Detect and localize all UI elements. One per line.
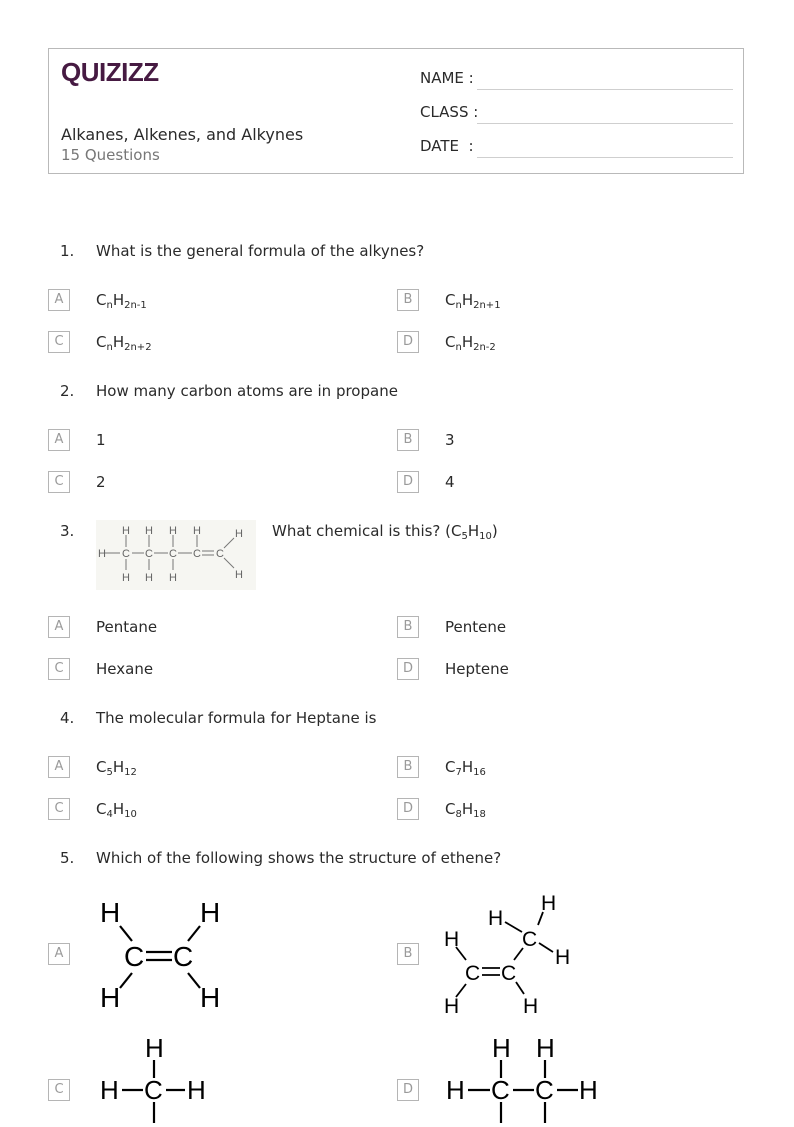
option-box-a[interactable]: A xyxy=(48,616,70,638)
option-box-d[interactable]: D xyxy=(397,471,419,493)
atom-label: H xyxy=(100,897,121,928)
worksheet-title: Alkanes, Alkenes, and Alkynes xyxy=(61,125,304,144)
option-text: $C_nH_{2n-1}$ xyxy=(96,291,147,311)
ethane-structure-image xyxy=(444,1032,604,1127)
option-text: 2 xyxy=(96,473,106,491)
atom-label: H xyxy=(579,1075,598,1105)
option-text: 4 xyxy=(445,473,455,491)
question-number: 3. xyxy=(60,522,75,540)
atom-label: H xyxy=(541,892,557,915)
atom-label: H xyxy=(555,946,571,969)
date-label: DATE : xyxy=(420,137,474,155)
atom-label: C xyxy=(216,548,224,560)
option-box-d[interactable]: D xyxy=(397,798,419,820)
option-box-c[interactable]: C xyxy=(48,1079,70,1101)
class-line[interactable] xyxy=(477,123,733,124)
atom-label: H xyxy=(446,1075,465,1105)
option-box-c[interactable]: C xyxy=(48,471,70,493)
question-text: What chemical is this? $(C_5H_{10})$ xyxy=(272,522,498,542)
atom-label: H xyxy=(122,525,130,537)
question-number: 2. xyxy=(60,382,75,400)
pentene-structure-image xyxy=(96,520,256,590)
option-box-b[interactable]: B xyxy=(397,289,419,311)
atom-label: C xyxy=(144,1075,163,1105)
atom-label: C xyxy=(491,1075,510,1105)
atom-label: C xyxy=(122,548,130,560)
atom-label: H xyxy=(444,995,460,1018)
name-line[interactable] xyxy=(477,89,733,90)
ethene-structure-image xyxy=(96,893,226,1022)
option-text: Pentene xyxy=(445,618,507,636)
option-box-d[interactable]: D xyxy=(397,331,419,353)
option-box-b[interactable]: B xyxy=(397,943,419,965)
option-box-c[interactable]: C xyxy=(48,798,70,820)
option-text: $C_nH_{2n+2}$ xyxy=(96,333,152,353)
quizizz-logo: QUIZIZZ xyxy=(61,57,159,87)
option-box-a[interactable]: A xyxy=(48,943,70,965)
atom-label: C xyxy=(535,1075,554,1105)
option-box-a[interactable]: A xyxy=(48,756,70,778)
atom-label: C xyxy=(173,941,194,972)
atom-label: H xyxy=(235,569,243,581)
option-text: $C_nH_{2n-2}$ xyxy=(445,333,496,353)
atom-label: H xyxy=(200,897,221,928)
atom-label: H xyxy=(235,528,243,540)
option-box-d[interactable]: D xyxy=(397,1079,419,1101)
question-number: 1. xyxy=(60,242,75,260)
methane-structure-image xyxy=(96,1032,216,1127)
atom-label: H xyxy=(145,572,153,584)
option-box-b[interactable]: B xyxy=(397,616,419,638)
option-box-b[interactable]: B xyxy=(397,756,419,778)
atom-label: H xyxy=(122,572,130,584)
atom-label: C xyxy=(193,548,201,560)
option-box-a[interactable]: A xyxy=(48,429,70,451)
question-number: 4. xyxy=(60,709,75,727)
class-label: CLASS : xyxy=(420,103,479,121)
atom-label: C xyxy=(169,548,177,560)
atom-label: H xyxy=(169,572,177,584)
ethene-structure-svg xyxy=(96,893,226,1018)
option-box-b[interactable]: B xyxy=(397,429,419,451)
question-text: How many carbon atoms are in propane xyxy=(96,382,398,400)
atom-label: C xyxy=(465,962,481,985)
atom-label: H xyxy=(193,525,201,537)
atom-label: C xyxy=(124,941,145,972)
option-box-a[interactable]: A xyxy=(48,289,70,311)
atom-label: H xyxy=(444,928,460,951)
option-text: Hexane xyxy=(96,660,154,678)
option-text: Heptene xyxy=(445,660,509,678)
atom-label: H xyxy=(145,1033,164,1063)
atom-label: H xyxy=(488,907,504,930)
option-text: Pentane xyxy=(96,618,158,636)
atom-label: C xyxy=(145,548,153,560)
methane-structure-svg xyxy=(96,1032,216,1123)
atom-label: H xyxy=(100,1075,119,1105)
question-text: The molecular formula for Heptane is xyxy=(96,709,377,727)
option-text: $C_4H_{10}$ xyxy=(96,800,137,820)
option-text: $C_5H_{12}$ xyxy=(96,758,137,778)
question-number: 5. xyxy=(60,849,75,867)
question-text: Which of the following shows the structure of ethene? xyxy=(96,849,502,867)
option-box-d[interactable]: D xyxy=(397,658,419,680)
option-box-c[interactable]: C xyxy=(48,658,70,680)
worksheet-header xyxy=(48,48,744,174)
atom-label: H xyxy=(100,982,121,1013)
atom-label: H xyxy=(523,995,539,1018)
name-label: NAME : xyxy=(420,69,474,87)
question-text: What is the general formula of the alkynes? xyxy=(96,242,425,260)
propene-structure-svg xyxy=(440,890,580,1018)
atom-label: C xyxy=(522,928,538,951)
propene-structure-image xyxy=(440,890,580,1022)
question-count: 15 Questions xyxy=(61,146,160,164)
atom-label: H xyxy=(98,548,106,560)
atom-label: H xyxy=(200,982,221,1013)
atom-label: H xyxy=(492,1033,511,1063)
option-text: $C_nH_{2n+1}$ xyxy=(445,291,501,311)
atom-label: C xyxy=(501,962,517,985)
pentene-structure-svg xyxy=(96,520,256,590)
atom-label: H xyxy=(536,1033,555,1063)
atom-label: H xyxy=(187,1075,206,1105)
atom-label: H xyxy=(169,525,177,537)
option-text: 1 xyxy=(96,431,106,449)
option-box-c[interactable]: C xyxy=(48,331,70,353)
option-text: 3 xyxy=(445,431,455,449)
atom-label: H xyxy=(145,525,153,537)
ethane-structure-svg xyxy=(444,1032,604,1123)
option-text: $C_8H_{18}$ xyxy=(445,800,486,820)
option-text: $C_7H_{16}$ xyxy=(445,758,486,778)
date-line[interactable] xyxy=(477,157,733,158)
